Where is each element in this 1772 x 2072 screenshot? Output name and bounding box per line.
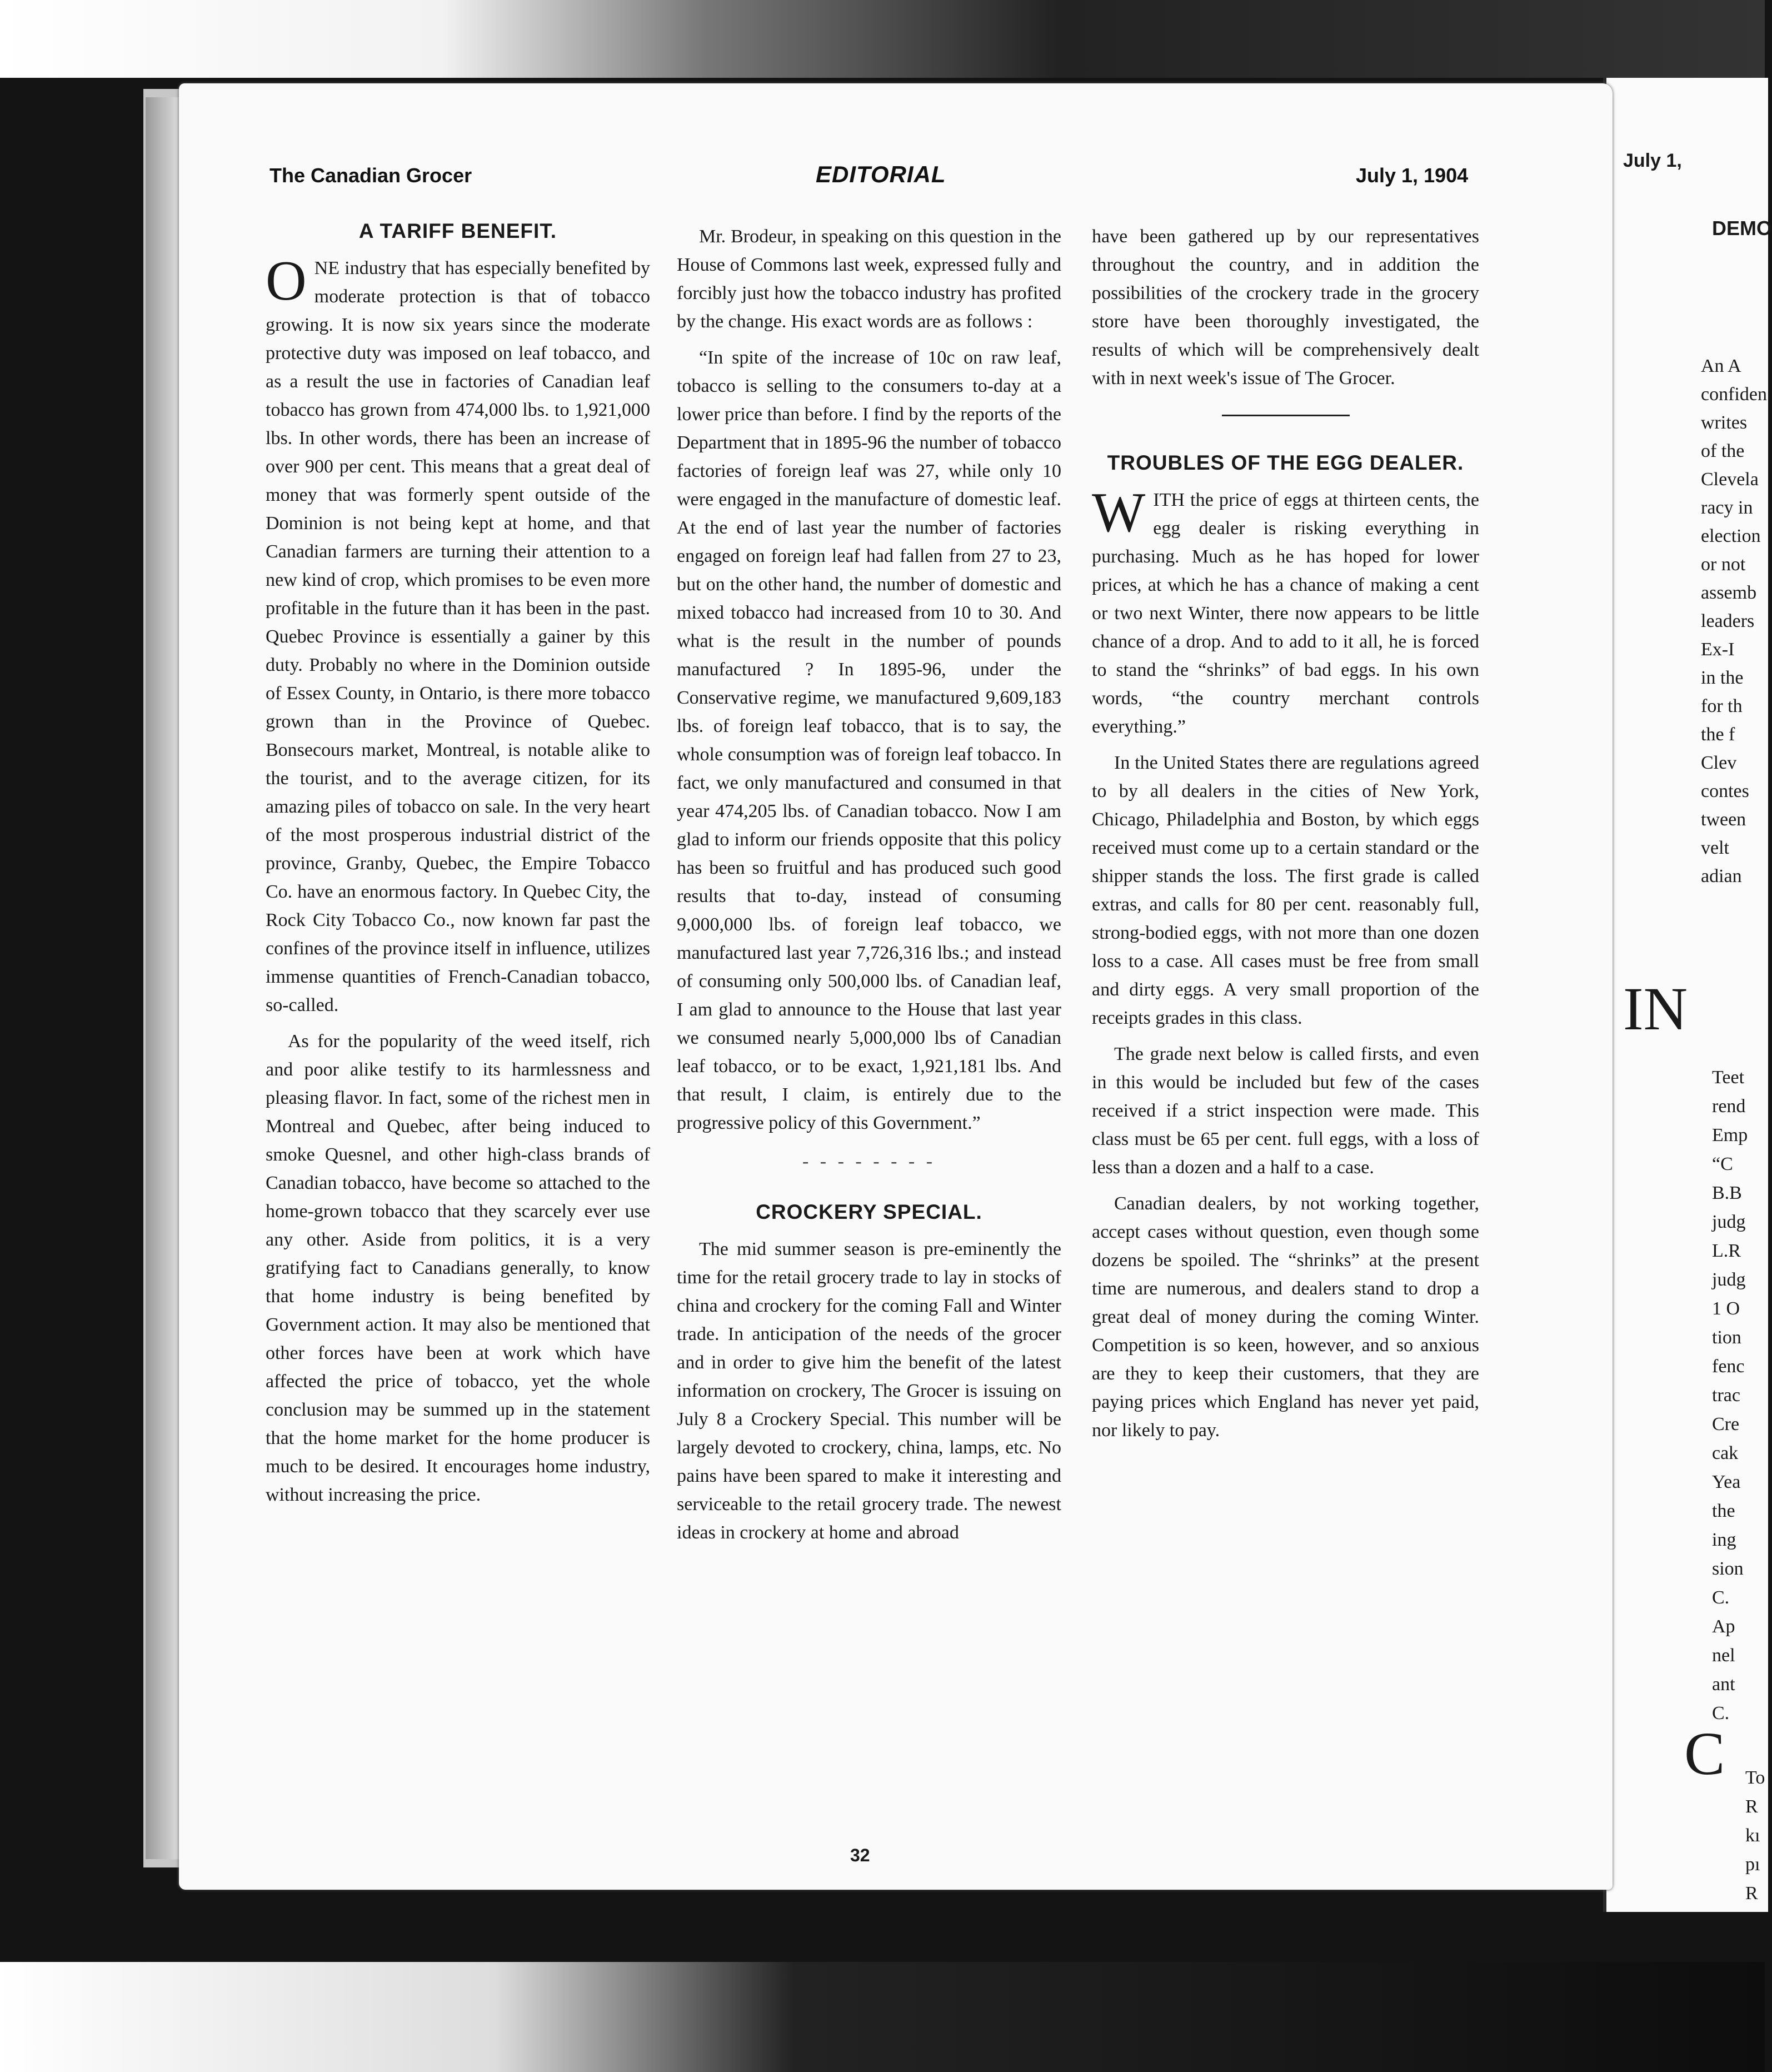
facing-page-line: of the [1701, 441, 1745, 461]
scan-top-shadow [0, 0, 1765, 78]
facing-page-dropcap: IN [1623, 975, 1688, 1043]
article-egg-p1 [1092, 481, 1479, 741]
facing-page-line: the f [1701, 724, 1735, 745]
facing-page-line: Cre [1712, 1414, 1740, 1435]
facing-page-line: velt [1701, 838, 1729, 858]
facing-page-line: ing [1712, 1530, 1736, 1550]
article-headline-egg: TROUBLES OF THE EGG DEALER. [1107, 451, 1464, 474]
facing-page-line: tion [1712, 1327, 1741, 1348]
facing-page-line: Emp [1712, 1125, 1748, 1145]
article-tariff-p1-text: NE industry that has especially benefited by moderate protection is that of tobacco growing. It is now six years since the moderate protective duty was imposed on leaf tobacco, and as a result the use in factories of Canadian leaf tobacco has grown from 474,000 lbs. to 1,921,000 lbs. In other words, there has been an increase of over 900 per cent. This means that a great deal of money that was formerly spent outside of the Dominion is not being kept at home, and that Canadian farmers are turning their attention to a new kind of crop, which promises to be even more profitable in the future than it has been in the past. Quebec Province is essentially a gainer by this duty. Probably no where in the Dominion outside of Essex County, in Ontario, is there more tobacco grown than in the Province of Quebec. Bonsecours market, Montreal, is notable alike to the tourist, and to the average citizen, for its amazing piles of tobacco on sale. In the very heart of the most prosperous industrial district of the province, Granby, Quebec, the Empire Tobacco Co. have an enormous factory. In Quebec City, the Rock City Tobacco Co., now known far past the confines of the province itself in influence, utilizes immense quantities of French-Canadian tobacco, so-called. [266, 258, 650, 1015]
facing-page-line: Ap [1712, 1616, 1735, 1637]
facing-page-line: fenc [1712, 1356, 1745, 1377]
facing-page-line: or not [1701, 554, 1746, 575]
article-separator: - - - - - - - - [802, 1151, 936, 1172]
facing-page-line: for th [1701, 696, 1743, 716]
facing-page-line: Clev [1701, 753, 1737, 773]
facing-page-line: rend [1712, 1096, 1746, 1117]
facing-page-line: C. [1712, 1703, 1730, 1724]
article-headline-tariff: A TARIFF BENEFIT. [358, 220, 557, 242]
article-egg-p2: In the United States there are regulations agreed to by all dealers in the cities of New York, Chicago, Philadelphia and Boston, by which eggs received must come up to a certain standard or the shipper stands the loss. The first grade is called extras, and calls for 80 per cent. reasonably full, strong-bodied eggs, with not more than one dozen loss to a case. All cases must be free from small and dirty eggs. A very small proportion of the receipts grades in this class. [1092, 753, 1479, 1028]
facing-page-line: pı [1745, 1854, 1760, 1875]
section-title: EDITORIAL [816, 161, 946, 187]
dropcap-o: O [266, 250, 307, 312]
article-egg-p3: The grade next below is called firsts, and even in this would be included but few of the cases received if a strict inspection were made. This class must be 65 per cent. full eggs, with a loss of less than a dozen and a half to a case. [1092, 1044, 1479, 1178]
facing-page-header: July 1, [1623, 150, 1682, 171]
facing-page-line: judg [1712, 1212, 1746, 1232]
column-3 [1092, 222, 1479, 1445]
article-egg-p4: Canadian dealers, by not working together, accept cases without question, even though some dozens be spoiled. The “shrinks” at the present time are numerous, and dealers stand to drop a great deal of money during the coming Winter. Competition is so keen, however, and so anxious are they to keep their customers, that they are paying prices which England has never yet paid, nor likely to pay. [1092, 1193, 1479, 1441]
facing-page-line: ant [1712, 1674, 1735, 1695]
facing-page-line: adian [1701, 866, 1742, 886]
facing-page-line: racy in [1701, 497, 1753, 518]
facing-page-line: cak [1712, 1443, 1739, 1463]
facing-page-line: assemb [1701, 582, 1757, 603]
facing-page-headline: DEMO [1712, 217, 1772, 240]
facing-page-line: sion [1712, 1558, 1744, 1579]
facing-page-line: Clevela [1701, 469, 1759, 490]
facing-page-line: leaders [1701, 611, 1755, 631]
facing-page-line: “C [1712, 1154, 1733, 1174]
facing-page-line: in the [1701, 668, 1744, 688]
section-divider-rule [1222, 415, 1350, 416]
facing-page-line: R [1745, 1883, 1758, 1904]
facing-page-line: writes [1701, 412, 1748, 433]
facing-page-line: Yea [1712, 1472, 1741, 1492]
facing-page-line: judg [1712, 1269, 1746, 1290]
facing-page-line: kı [1745, 1825, 1760, 1846]
article-tariff-p2: As for the popularity of the weed itself, rich and poor alike testify to its harmlessness and pleasing flavor. In fact, some of the richest men in Montreal and Quebec, after being induced to smoke Quesnel, and other high-class brands of Canadian tobacco, have become so attached to the home-grown tobacco that they scarcely ever use any other. Aside from politics, it is a very gratifying fact to Canadians generally, to know that home industry is being benefited by Government action. It may also be mentioned that other forces have been at work which have affected the price of tobacco, yet the whole conclusion may be summed up in the statement that the home market for the home producer is much to be desired. It encourages home industry, without increasing the price. [266, 1031, 650, 1505]
article-crockery-p1: The mid summer season is pre-eminently the time for the retail grocery trade to lay in stocks of china and crockery for the coming Fall and Winter trade. In anticipation of the needs of the grocer and in order to give him the benefit of the latest information on crockery, The Grocer is issuing on July 8 a Crockery Special. This number will be largely devoted to crockery, china, lamps, etc. No pains have been spared to make it interesting and serviceable to the retail grocery trade. The newest ideas in crockery at home and abroad [677, 1239, 1061, 1543]
facing-page-line: To [1745, 1767, 1765, 1788]
article-tariff-p1 [266, 250, 650, 1019]
facing-page-line: trac [1712, 1385, 1740, 1406]
facing-page-line: the [1712, 1501, 1735, 1521]
facing-page-line: election [1701, 526, 1761, 546]
facing-page-line: Ex-I [1701, 639, 1735, 660]
article-egg-p1-text: ITH the price of eggs at thirteen cents, the egg dealer is risking everything in purchasing. Much as he has hoped for lower prices, at which he has a chance of making a cent or two next Winter, there now appears to be little chance of a drop. And to add to it all, he is forced to stand the “shrinks” of bad eggs. In his own words, “the country merchant controls everything.” [1092, 490, 1479, 737]
facing-page-dropcap-2: C [1684, 1720, 1725, 1787]
article-crockery-continued: have been gathered up by our representatives throughout the country, and in addition the possibilities of the crockery trade in the grocery store have been thoroughly investigated, the results of which will be comprehensively dealt with in next week's issue of The Grocer. [1092, 226, 1479, 388]
page-number: 32 [850, 1845, 870, 1865]
facing-page-line: An A [1701, 356, 1741, 376]
article-brodeur-intro: Mr. Brodeur, in speaking on this question in the House of Commons last week, expressed fully and forcibly just how the tobacco industry has profited by the change. His exact words are as follows : [677, 226, 1061, 332]
article-headline-crockery: CROCKERY SPECIAL. [756, 1201, 982, 1223]
facing-page-line: 1 O [1712, 1298, 1740, 1319]
column-2 [677, 222, 1061, 1547]
facing-page-line: contes [1701, 781, 1749, 801]
facing-page-line: R [1745, 1796, 1758, 1817]
scan-bottom-shadow [0, 1962, 1765, 2072]
issue-date: July 1, 1904 [1356, 164, 1469, 187]
facing-page-line: C. [1712, 1587, 1730, 1608]
facing-page-line: nel [1712, 1645, 1735, 1666]
publication-name: The Canadian Grocer [269, 164, 472, 187]
facing-page [1603, 78, 1772, 1912]
column-1 [266, 217, 650, 1509]
facing-page-line: B.B [1712, 1183, 1742, 1203]
page-left-edge [146, 97, 179, 1859]
article-brodeur-quote: “In spite of the increase of 10c on raw leaf, tobacco is selling to the consumers to-day at a lower price than before. I find by the reports of the Department that in 1895-96 the number of tobacco factories of foreign leaf was 27, while only 10 were engaged in the manufacture of domestic leaf. At the end of last year the number of factories engaged on foreign leaf had fallen from 27 to 23, but on the other hand, the number of domestic and mixed tobacco had increased from 10 to 30. And what is the result in the number of pounds manufactured ? In 1895-96, under the Conservative regime, we manufactured 9,609,183 lbs. of foreign leaf tobacco, that is to say, the whole consumption was of foreign leaf tobacco. In fact, we only manufactured and consumed in that year 474,205 lbs. of Canadian tobacco. Now I am glad to inform our friends opposite that this policy has been so fruitful and has produced such good results that to-day, instead of consuming 9,000,000 lbs. of foreign leaf tobacco, we manufactured last year 7,726,316 lbs.; and instead of consuming only 500,000 lbs. of Canadian leaf, I am glad to announce to the House that last year we consumed nearly 5,000,000 lbs of Canadian leaf tobacco, or to be exact, 1,921,181 lbs. And that result, I claim, is entirely due to the progressive policy of this Government.” [677, 347, 1061, 1133]
facing-page-line: L.R [1712, 1241, 1741, 1261]
dropcap-w: W [1092, 481, 1146, 544]
facing-page-line: confiden [1701, 384, 1767, 405]
facing-page-line: tween [1701, 809, 1746, 830]
facing-page-line: Teet [1712, 1067, 1745, 1088]
